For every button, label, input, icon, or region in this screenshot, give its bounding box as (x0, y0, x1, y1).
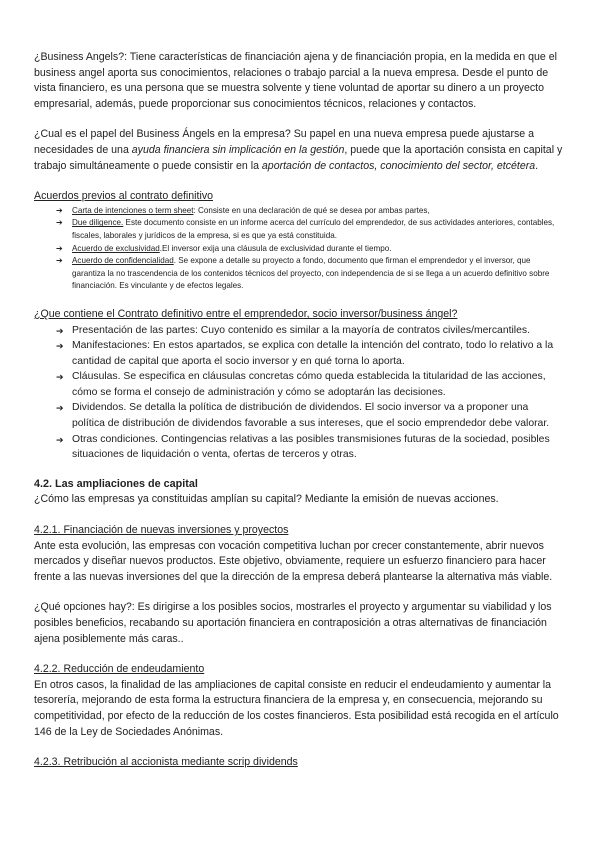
section-4-2-text: ¿Cómo las empresas ya constituidas amplían su capital? Mediante la emisión de nuevas acciones. (34, 493, 499, 506)
section-4-2-1-paragraph: Ante esta evolución, las empresas con vocación competitiva luchan por crecer constantemente, abrir nuevos mercados y diseñar nuevos productos. Este objetivo, obviamente, requiere un esfuerzo financiero para hacer frente a las nuevas inversiones del que la dirección de la empresa deberá plantearse la alternativa más viable. (34, 539, 553, 583)
list-item: ➔ Otras condiciones. Contingencias relativas a las posibles transmisiones futuras de la sociedad, posibles situaciones de liquidación o venta, ofertas de terceros y otras. (56, 432, 564, 463)
section-4-2-3-title: 4.2.3. Retribución al accionista mediante scrip dividends (34, 756, 298, 769)
list-item: ➔ Cláusulas. Se especifica en cláusulas concretas cómo queda establecida la titularidad de las acciones, cómo se forma el consejo de administración y cómo se adoptarán las decisiones. (56, 369, 564, 400)
list-item (56, 217, 564, 242)
papel-emphasis-ayuda: ayuda financiera sin implicación en la gestión (131, 143, 345, 156)
contrato-heading: ¿Que contiene el Contrato definitivo entre el emprendedor, socio inversor/business ángel? (34, 307, 458, 320)
section-4-2-2-title: 4.2.2. Reducción de endeudamiento (34, 663, 205, 676)
document-page (34, 50, 564, 771)
papel-emphasis-contactos: aportación de contactos, conocimiento del sector, etcétera (261, 159, 536, 172)
papel-business-angels-paragraph (34, 127, 564, 174)
term-text: Este documento consiste en un informe acerca del currículo del emprendedor, de sus actividades anteriores, contables, fiscales, laborales y jurídicos de la empresa, si es que ya está constituida. (72, 218, 555, 240)
list-item: ➔ Presentación de las partes: Cuyo contenido es similar a la mayoría de contratos civiles/mercantiles. (56, 323, 564, 339)
term-text: .El inversor exija una cláusula de exclusividad durante el tiempo. (159, 243, 392, 253)
papel-text-e: . (535, 159, 539, 172)
section-4-2-title: 4.2. Las ampliaciones de capital (34, 477, 198, 490)
term-label: Acuerdo de exclusividad (72, 243, 160, 253)
term-label: Acuerdo de confidencialidad (72, 256, 174, 266)
acuerdos-heading: Acuerdos previos al contrato definitivo (34, 190, 214, 203)
business-angels-paragraph: ¿Business Angels?: Tiene características de financiación ajena y de financiación propia, en la medida en que el business angel aporta sus conocimientos, relaciones o trabajo parcial a la nueva empresa. Desde el punto de vista financiero, es una persona que se muestra solvente y tiene voluntad de aportar su dinero a un proyecto empresarial, además, puede proporcionar sus conocimientos técnicos, relaciones y contactos. (34, 51, 557, 110)
section-4-2-2-paragraph: En otros casos, la finalidad de las ampliaciones de capital consiste en reducir el endeudamiento y aumentar la tesorería, mejorando de esta forma la estructura financiera de la empresa y, en consecuencia, mejorando su competitividad, por efecto de la reducción de los costes financieros. Esta posibilidad está recogida en el artículo 146 de la Ley de Sociedades Anónimas. (34, 678, 559, 738)
list-item: ➔ Manifestaciones: En estos apartados, se explica con detalle la intención del contrato, todo lo relativo a la cantidad de capital que aporta el socio inversor y en qué torna lo aporta. (56, 338, 564, 369)
list-item (56, 243, 564, 256)
term-text: : Consiste en una declaración de qué se desea por ambas partes, (193, 205, 430, 215)
list-item: ➔ Dividendos. Se detalla la política de distribución de dividendos. El socio inversor va a proponer una política de distribución de dividendos favorable a sus intereses, que el socio emprendedor debe valorar. (56, 400, 564, 431)
term-label: Carta de intenciones o term sheet (72, 205, 194, 215)
section-4-2-1-title: 4.2.1. Financiación de nuevas inversiones y proyectos (34, 524, 289, 537)
contrato-list (34, 323, 564, 463)
term-label: Due diligence. (72, 218, 124, 228)
papel-text-a: ¿Cual es el papel del Business Ángels en la empresa? Su papel en una nueva empresa puede ajustarse a necesidades de una (34, 128, 534, 156)
list-item (56, 205, 564, 218)
acuerdos-list (34, 205, 564, 293)
papel-text-c: , puede que la aportación consista en capital y trabajo simultáneamente o puede consistir en la (34, 143, 563, 172)
opciones-paragraph: ¿Qué opciones hay?: Es dirigirse a los posibles socios, mostrarles el proyecto y argumentar su viabilidad y los posibles beneficios, recabando su aportación financiera en contraposición a otras alternativas de financiación ajena posiblemente más caras.. (34, 601, 552, 645)
term-text: . Se expone a detalle su proyecto a fondo, documento que firman el emprendedor y el inversor, que garantiza la no trascendencia de los contenidos técnicos del proyecto, con independencia de si se llega a un acuerdo definitivo sobre financiación. Es vinculante y de efectos legales. (72, 256, 550, 291)
list-item (56, 255, 564, 293)
